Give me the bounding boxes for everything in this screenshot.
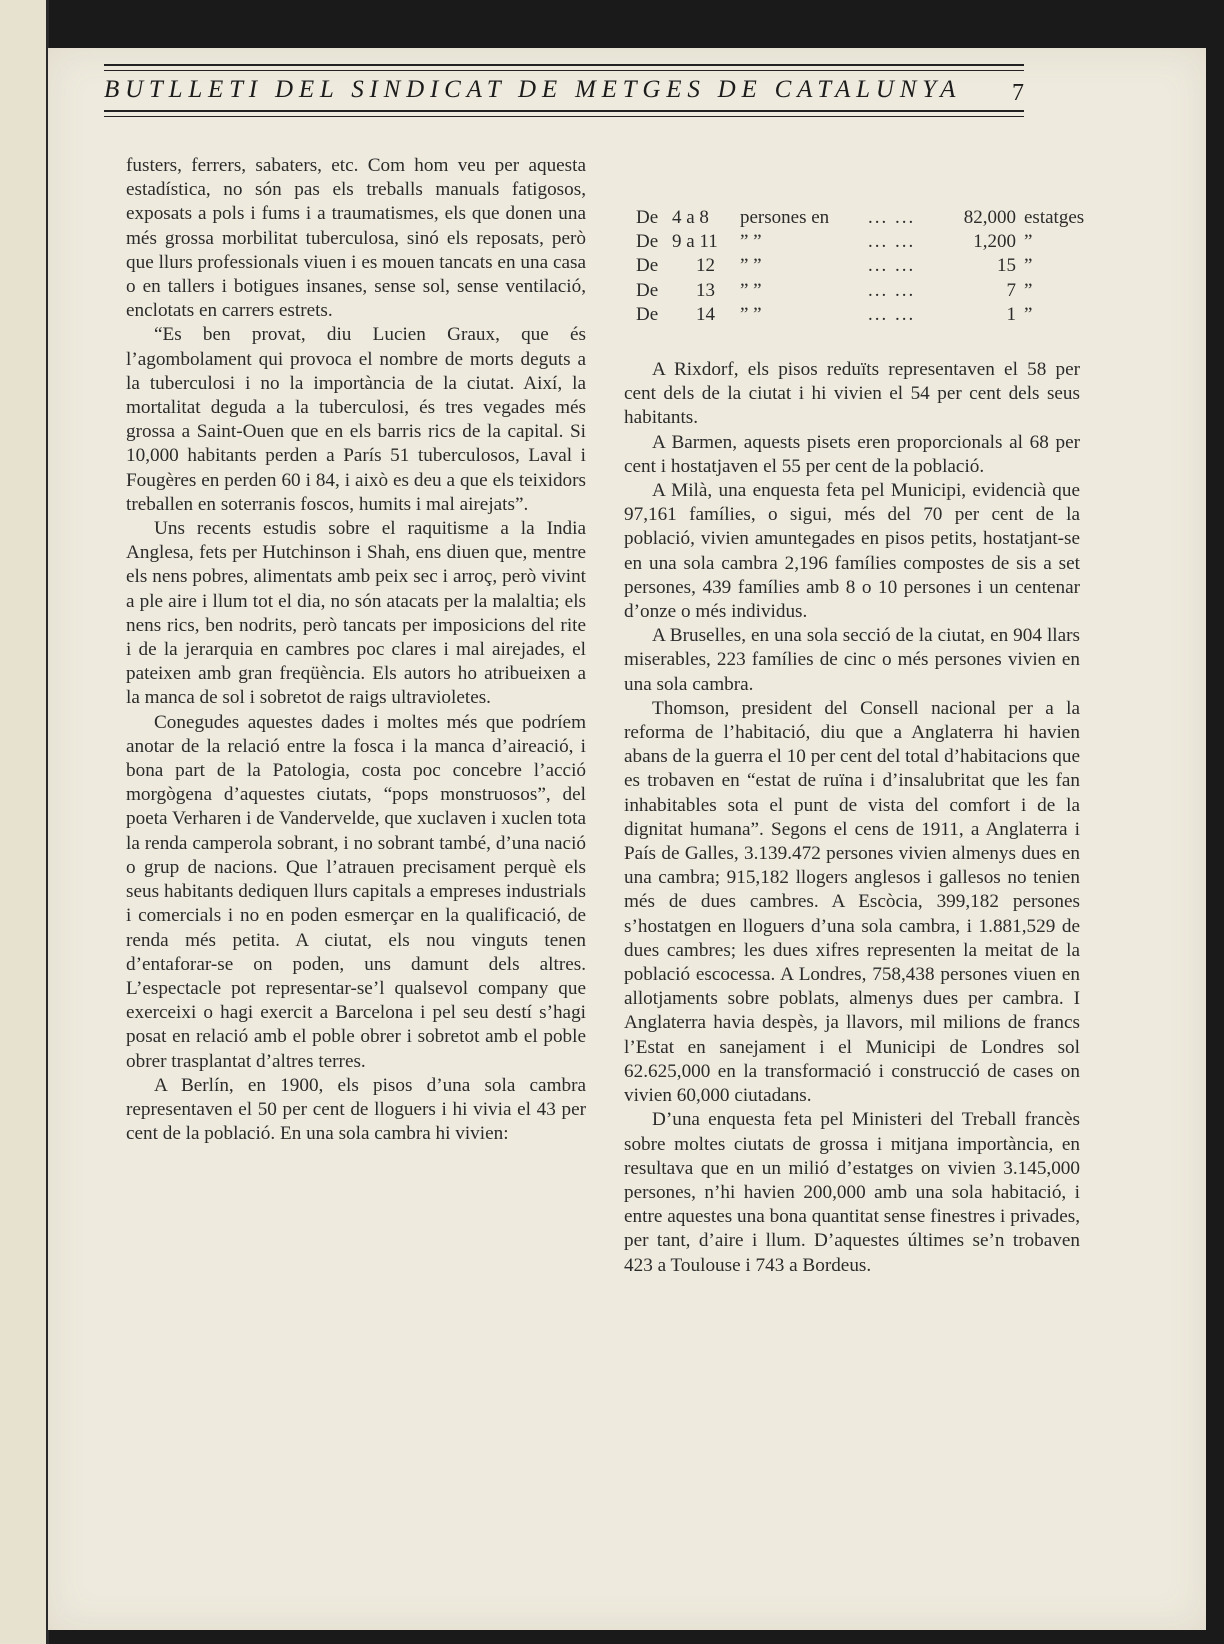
paragraph: fusters, ferrers, sabaters, etc. Com hom veu per aquesta estadística, no són pas els treballs manuals fatigosos, exposats a pols i fums i a traumatismes, els que donen una més grossa morbilitat tuberculosa, sinó els reposats, però que llurs professionals viuen i es mouen tancats en una casa o en tallers i botigues insanes, sense sol, sense ventilació, enclotats en carrers estrets. bbox=[126, 155, 586, 322]
paragraph: A Berlín, en 1900, els pisos d’una sola cambra representaven el 50 per cent de lloguers i hi vivia el 43 per cent de la població. En una sola cambra hi vivien: bbox=[126, 1074, 586, 1145]
right-column bbox=[624, 358, 1080, 1278]
journal-title: BUTLLETI DEL SINDICAT DE METGES DE CATALUNYA bbox=[104, 76, 962, 103]
paragraph: “Es ben provat, diu Lucien Graux, que és l’agombolament qui provoca el nombre de morts deguts a la tuberculosi i no la importància de la ciutat. Així, la mortalitat deguda a la tuberculosi, és tres vegades més grossa a Saint-Ouen que en els barris rics de la capital. Si 10,000 habitants perden a París 51 tuberculosos, Laval i Fougères en perden 60 i 84, i això es deu a que els teixidors treballen en soterranis foscos, humits i mal airejats”. bbox=[126, 324, 586, 515]
statistics-table bbox=[636, 206, 1088, 327]
table-row: De 4 a 8 persones en ... ... 82,000 estatges bbox=[636, 207, 1085, 228]
paragraph: A Barmen, aquests pisets eren proporcionals al 68 per cent i hostatjaven el 55 per cent de la població. bbox=[624, 431, 1080, 477]
table-row: De 13 ” ” ... ... 7 ” bbox=[636, 279, 1033, 301]
running-header bbox=[104, 64, 1024, 120]
table-row: De 12 ” ” ... ... 15 ” bbox=[636, 255, 1033, 277]
header-rule-top-thin bbox=[104, 70, 1024, 71]
table-row: De 9 a 11 ” ” ... ... 1,200 ” bbox=[636, 231, 1033, 253]
page-number: 7 bbox=[1012, 80, 1024, 106]
paragraph: Uns recents estudis sobre el raquitisme a la India Anglesa, fets per Hutchinson i Shah, ens diuen que, mentre els nens pobres, alimentats amb peix sec i arroç, però vivint a ple aire i llum tot el dia, no són atacats per la malaltia; els nens rics, ben nodrits, però tancats per imposicions del rite i de la jerarquia en cambres poc clares i mal airejades, el pateixen amb gran freqüència. Els autors ho atribueixen a la manca de sol i sobretot de raigs ultravioletes. bbox=[126, 518, 586, 709]
table-row: De 14 ” ” ... ... 1 ” bbox=[636, 303, 1033, 325]
header-rule-bottom-thin bbox=[104, 116, 1024, 117]
paragraph: A Rixdorf, els pisos reduïts representaven el 58 per cent dels de la ciutat i hi vivien el 54 per cent dels seus habitants. bbox=[624, 359, 1080, 429]
paragraph: A Bruselles, en una sola secció de la ciutat, en 904 llars miserables, 223 famílies de cinc o més persones vivien en una sola cambra. bbox=[624, 625, 1080, 695]
paragraph: D’una enquesta feta pel Ministeri del Treball francès sobre moltes ciutats de grossa i mitjana importància, en resultava que en un milió d’estatges on vivien 3.145,000 persones, n’hi havien 200,000 amb una sola habitació, i entre aquestes una bona quantitat sense finestres i privades, per tant, d’aire i llum. D’aquestes últimes se’n trobaven 423 a Toulouse i 743 a Bordeus. bbox=[624, 1109, 1080, 1276]
paragraph: Conegudes aquestes dades i moltes més que podríem anotar de la relació entre la fosca i la manca d’aireació, i bona part de la Patologia, costa poc concebre l’acció morgògena d’aquestes ciutats, “pops monstruosos”, del poeta Verharen i de Vandervelde, que xuclaven i xuclen tota la renda camperola sobrant, i no sobrant també, d’una nació o grup de nacions. Que l’atrauen precisament perquè els seus habitants dediquen llurs capitals a empreses industrials i comercials i no en poden esmerçar en la qualificació, de renda més petita. A ciutat, els nou vinguts tenen d’entaforar-se on poden, uns damunt dels altres. L’espectacle pot representar-se’l qualsevol company que exerceixi o hagi exercit a Barcelona i pel seu destí s’hagi posat en relació amb el poble obrer i sobretot amb el poble obrer trasplantat d’altres terres. bbox=[126, 711, 586, 1072]
left-column bbox=[126, 154, 586, 1146]
paragraph: A Milà, una enquesta feta pel Municipi, evidencià que 97,161 famílies, o sigui, més del 70 per cent de la població, vivien amuntegades en pisos petits, hostatjant-se en una sola cambra 2,196 famílies compostes de sis a set persones, 439 famílies amb 8 o 10 persones i un centenar d’onze o més individus. bbox=[624, 480, 1080, 623]
header-rule-bottom bbox=[104, 110, 1024, 112]
adjacent-page-edge bbox=[0, 0, 49, 1644]
paragraph: Thomson, president del Consell nacional per a la reforma de l’habitació, diu que a Anglaterra hi havien abans de la guerra el 10 per cent del total d’habitacions que es trobaven en “estat de ruïna i d’insalubritat que les fan inhabitables sota el punt de vista del comfort i de la dignitat humana”. Segons el cens de 1911, a Anglaterra i País de Galles, 3.139.472 persones vivien almenys dues en una cambra; 915,182 llogers anglesos i gallesos no tenien més de dues cambres. A Escòcia, 399,182 persones s’hostatgen en lloguers d’una sola cambra, i 1.881,529 de dues cambres; les dues xifres representen la meitat de la població escocessa. A Londres, 758,438 persones viuen en allotjaments sobre poblats, almenys dues per cambra. I Anglaterra havia despès, ja llavors, mil milions de francs l’Estat en sanejament i el Municipi de Londres sol 62.625,000 en la transformació i construcció de cases on vivien 60,000 ciutadans. bbox=[624, 697, 1080, 1107]
header-rule-top bbox=[104, 64, 1024, 66]
